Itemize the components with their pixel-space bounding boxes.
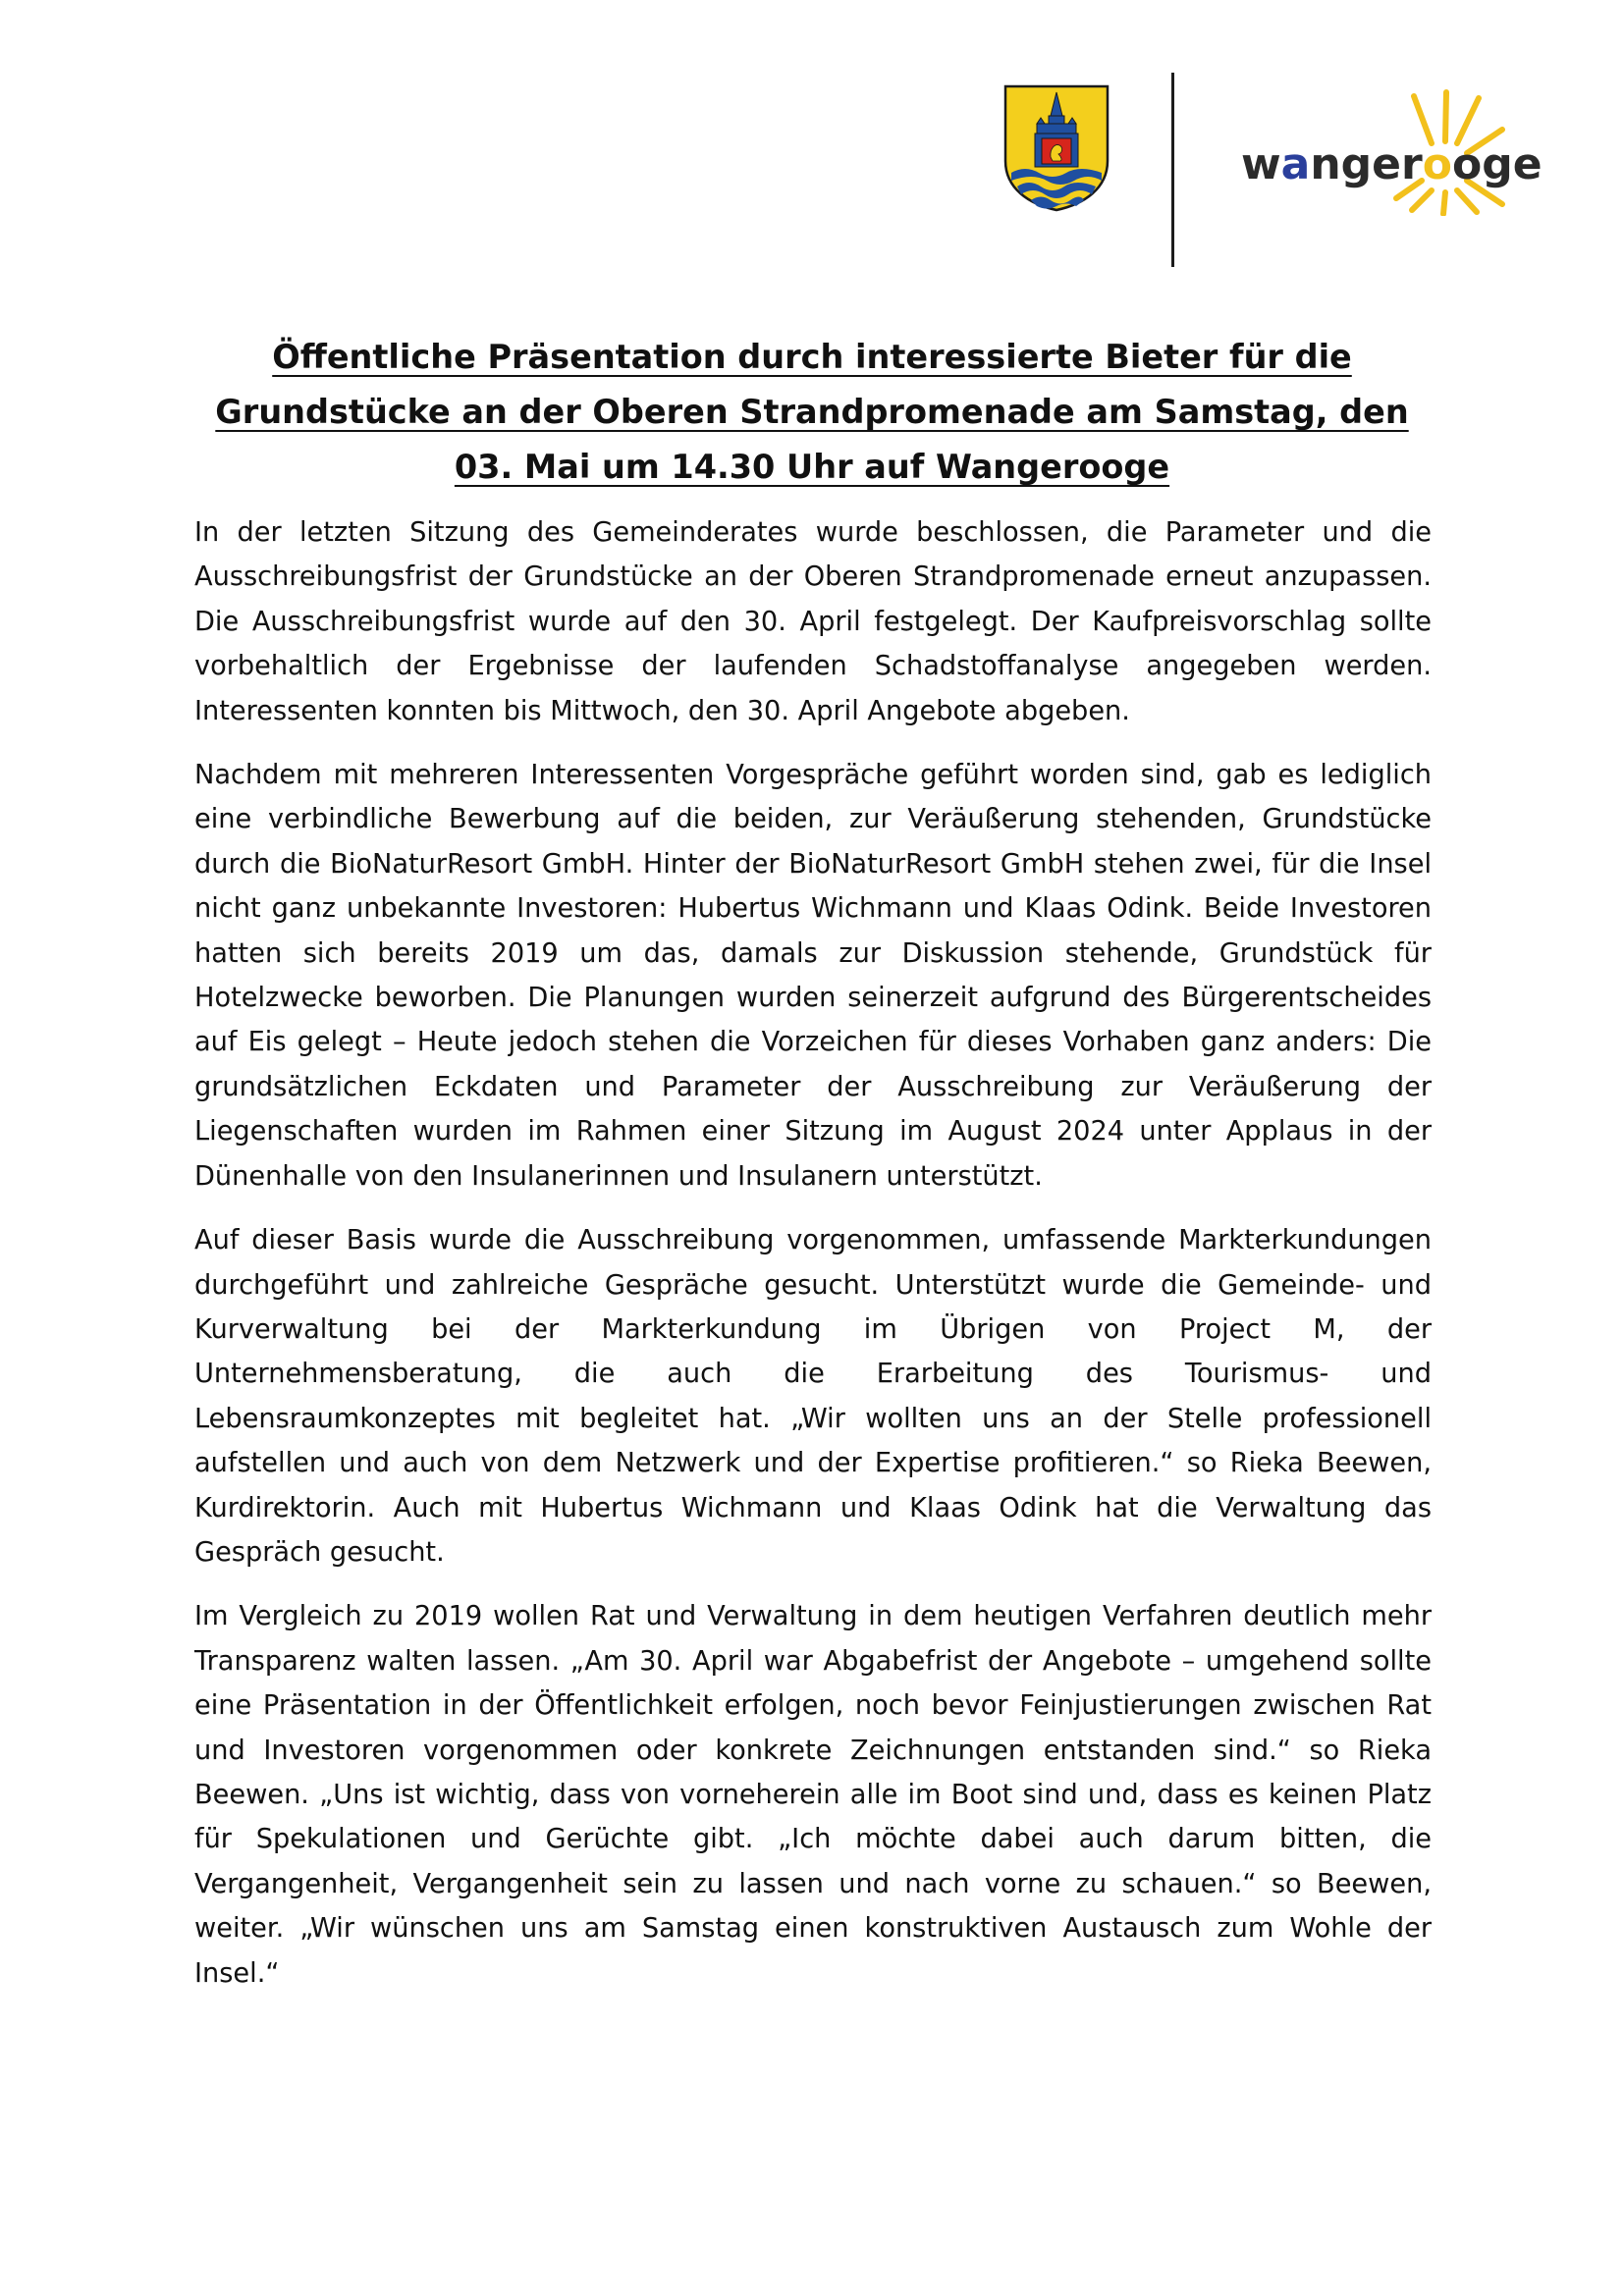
coat-of-arms-icon <box>1001 82 1111 212</box>
document-title-text: Öffentliche Präsentation durch interessierte Bieter für die Grundstücke an der Oberen Strandpromenade am Samstag, den 03. Mai um 14.30 Uhr auf Wangerooge <box>215 338 1409 486</box>
wangerooge-logo <box>1235 79 1564 216</box>
document-body <box>194 510 1432 2015</box>
document-title <box>187 330 1437 495</box>
paragraph-4: Im Vergleich zu 2019 wollen Rat und Verwaltung in dem heutigen Verfahren deutlich mehr Transparenz walten lassen. „Am 30. April war Abgabefrist der Angebote – umgehend sollte eine Präsentation in der Öffentlichkeit erfolgen, noch bevor Feinjustierungen zwischen Rat und Investoren vorgenommen oder konkrete Zeichnungen entstanden sind.“ so Rieka Beewen. „Uns ist wichtig, dass von vorneherein alle im Boot sind und, dass es keinen Platz für Spekulationen und Gerüchte gibt. „Ich möchte dabei auch darum bitten, die Vergangenheit, Vergangenheit sein zu lassen und nach vorne zu schauen.“ so Beewen, weiter. „Wir wünschen uns am Samstag einen konstruktiven Austausch zum Wohle der Insel.“ <box>194 1601 1432 1989</box>
paragraph-2: Nachdem mit mehreren Interessenten Vorgespräche geführt worden sind, gab es lediglich eine verbindliche Bewerbung auf die beiden, zur Veräußerung stehenden, Grundstücke durch die BioNaturResort GmbH. Hinter der BioNaturResort GmbH stehen zwei, für die Insel nicht ganz unbekannte Investoren: Hubertus Wichmann und Klaas Odink. Beide Investoren hatten sich bereits 2019 um das, damals zur Diskussion stehende, Grundstück für Hotelzwecke beworben. Die Planungen wurden seinerzeit aufgrund des Bürgerentscheides auf Eis gelegt – Heute jedoch stehen die Vorzeichen für dieses Vorhaben ganz anders: Die grundsätzlichen Eckdaten und Parameter der Ausschreibung zur Veräußerung der Liegenschaften wurden im Rahmen einer Sitzung im August 2024 unter Applaus in der Dünenhalle von den Insulanerinnen und Insulanern unterstützt. <box>194 760 1432 1192</box>
brand-wordmark: wangerooge <box>1241 139 1543 189</box>
paragraph-1: In der letzten Sitzung des Gemeinderates wurde beschlossen, die Parameter und die Ausschreibungsfrist der Grundstücke an der Oberen Strandpromenade erneut anzupassen. Die Ausschreibungsfrist wurde auf den 30. April festgelegt. Der Kaufpreisvorschlag sollte vorbehaltlich der Ergebnisse der laufenden Schadstoffanalyse angegeben werden. Interessenten konnten bis Mittwoch, den 30. April Angebote abgeben. <box>194 517 1432 726</box>
paragraph-3: Auf dieser Basis wurde die Ausschreibung vorgenommen, umfassende Markterkundungen durchgeführt und zahlreiche Gespräche gesucht. Unterstützt wurde die Gemeinde- und Kurverwaltung bei der Markterkundung im Übrigen von Project M, der Unternehmensberatung, die auch die Erarbeitung des Tourismus- und Lebensraumkonzeptes mit begleitet hat. „Wir wollten uns an der Stelle professionell aufstellen und auch von dem Netzwerk und der Expertise profitieren.“ so Rieka Beewen, Kurdirektorin. Auch mit Hubertus Wichmann und Klaas Odink hat die Verwaltung das Gespräch gesucht. <box>194 1225 1432 1568</box>
header-divider <box>1171 73 1174 267</box>
